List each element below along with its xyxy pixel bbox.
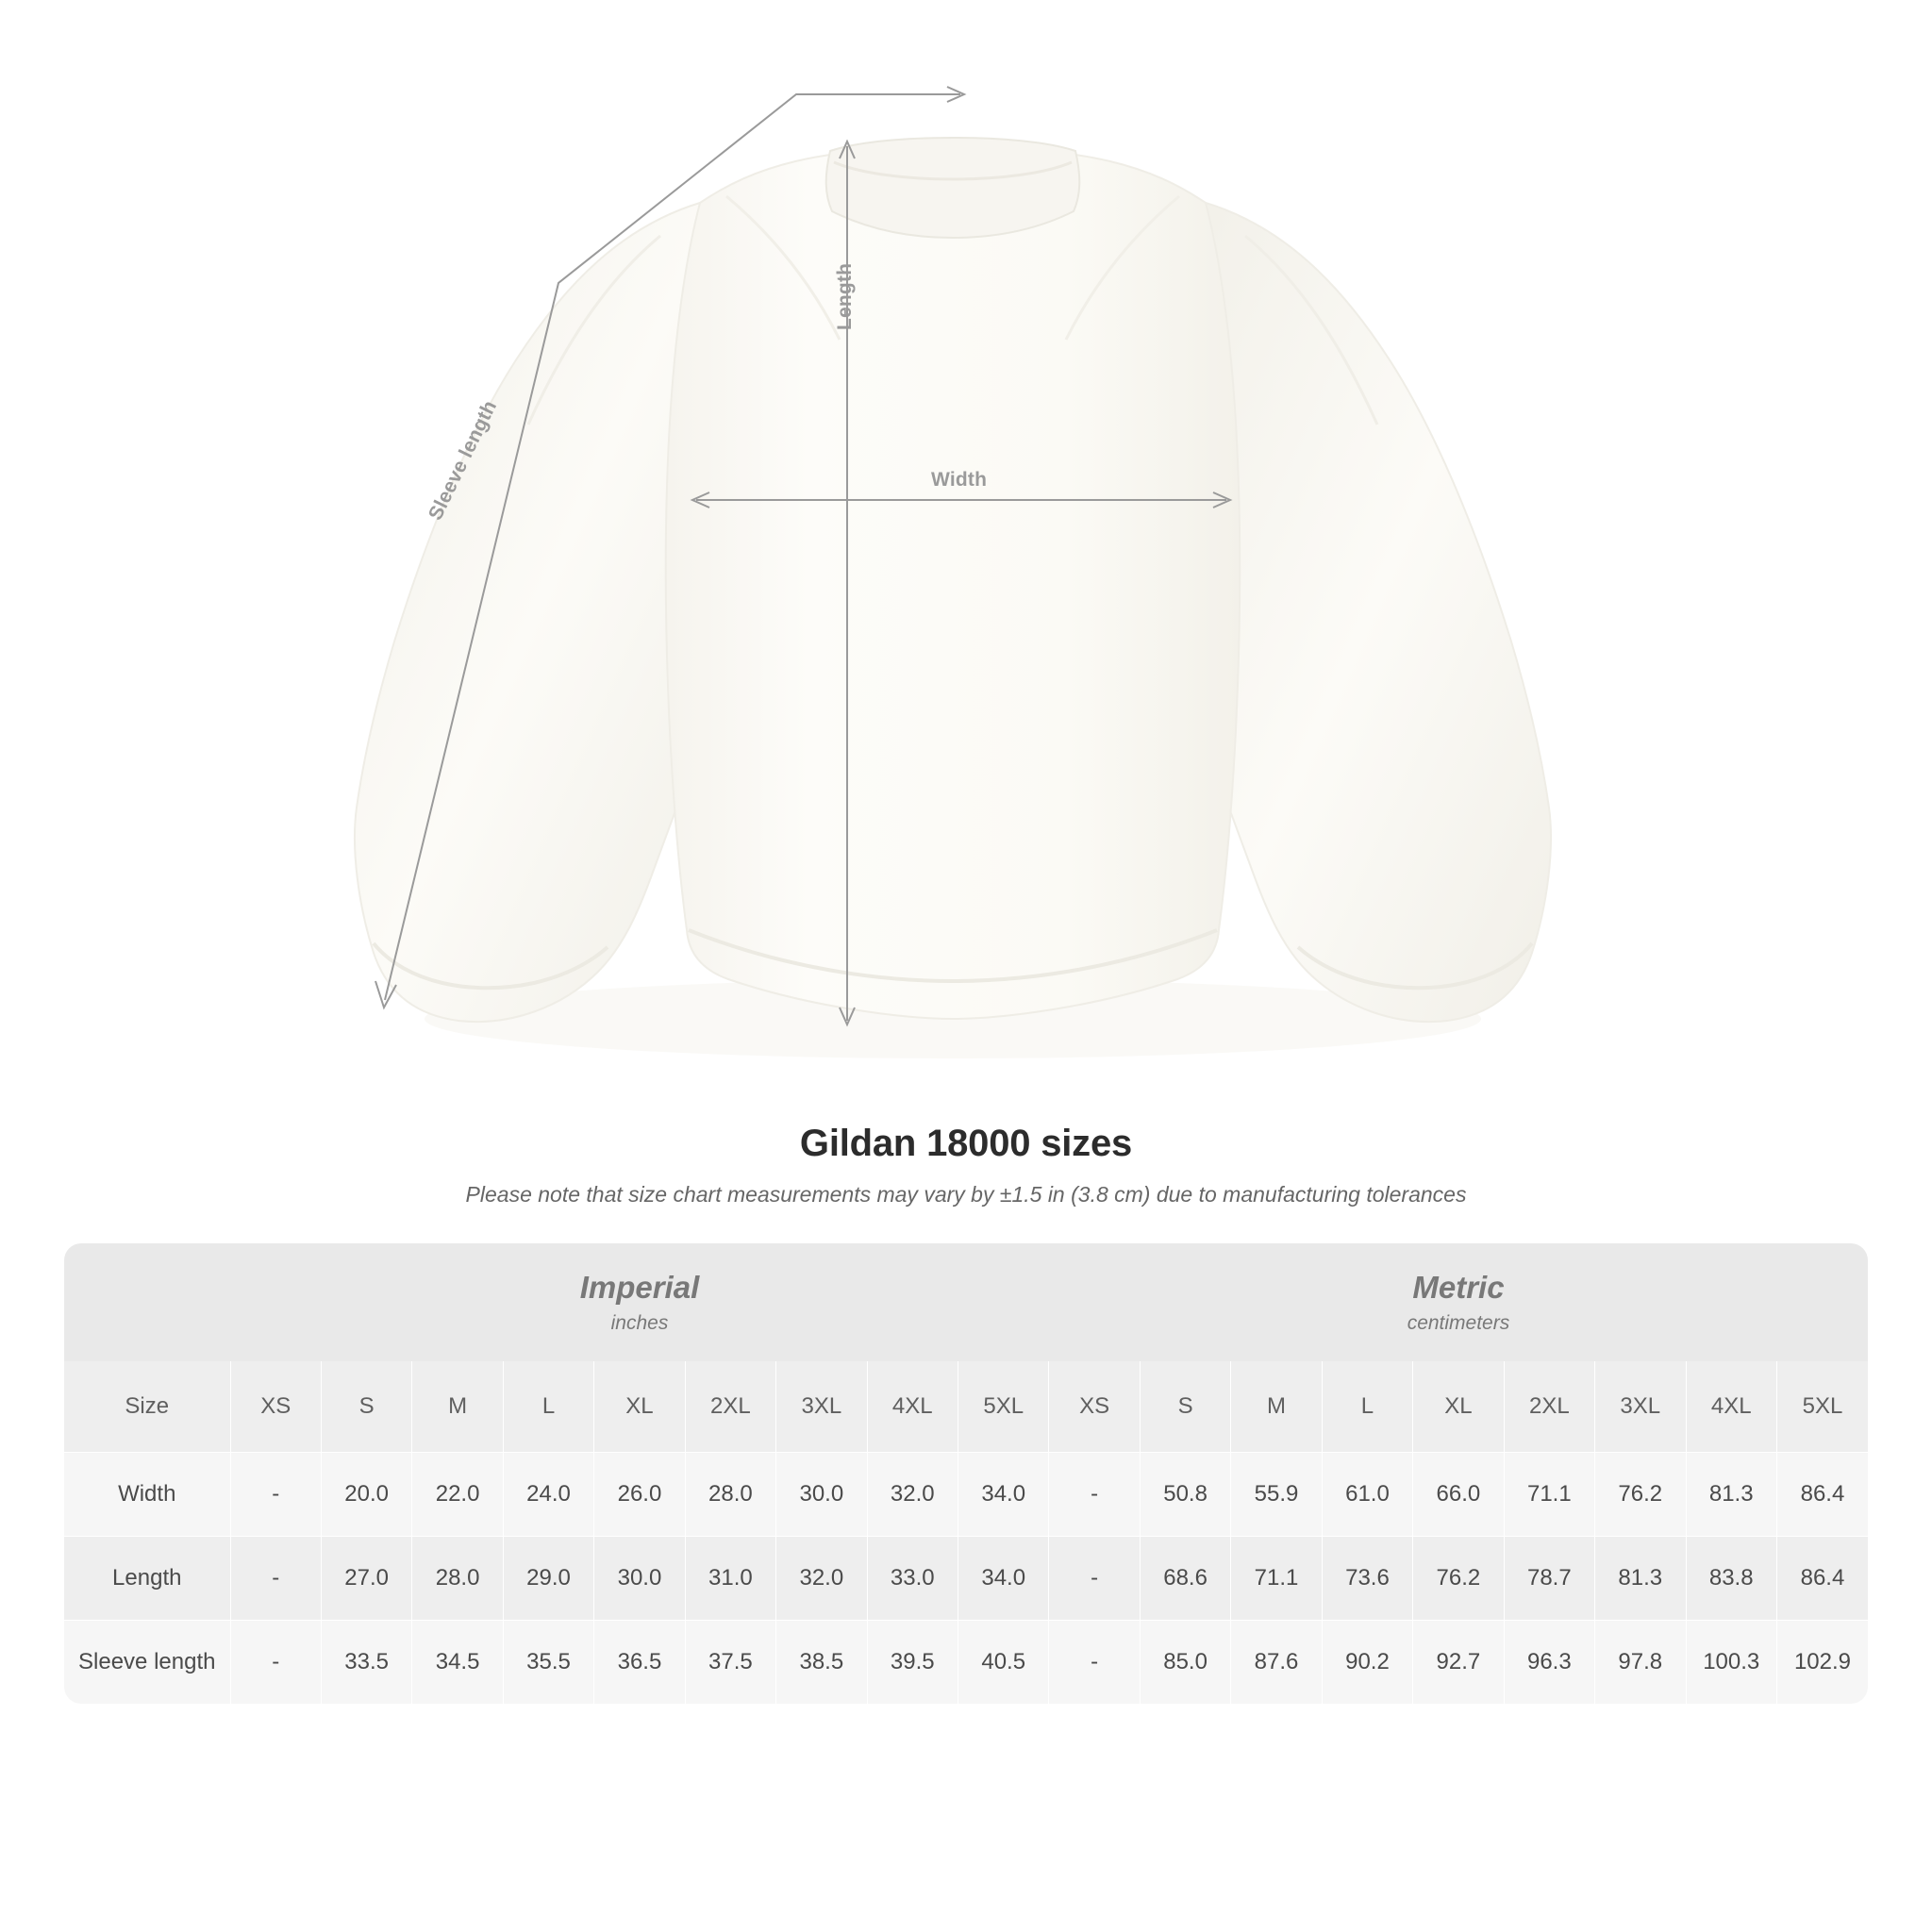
unit-metric-title: Metric: [1412, 1270, 1505, 1305]
table-cell: 34.5: [412, 1621, 503, 1705]
table-cell: 29.0: [503, 1537, 593, 1621]
table-cell: 85.0: [1140, 1621, 1230, 1705]
size-header-cell: 5XL: [1776, 1361, 1868, 1453]
size-header-cell: S: [1140, 1361, 1230, 1453]
table-cell: 86.4: [1776, 1453, 1868, 1537]
size-header-cell: 4XL: [867, 1361, 958, 1453]
size-header-cell: XS: [1049, 1361, 1140, 1453]
size-header-cell: L: [503, 1361, 593, 1453]
table-cell: 90.2: [1322, 1621, 1412, 1705]
table-cell: 73.6: [1322, 1537, 1412, 1621]
size-header-cell: S: [321, 1361, 411, 1453]
table-cell: 24.0: [503, 1453, 593, 1537]
size-header-cell: 4XL: [1686, 1361, 1776, 1453]
table-cell: 81.3: [1595, 1537, 1686, 1621]
table-cell: 28.0: [412, 1537, 503, 1621]
size-header-cell: 3XL: [776, 1361, 867, 1453]
table-cell: 71.1: [1231, 1537, 1322, 1621]
table-cell: 30.0: [594, 1537, 685, 1621]
table-cell: 50.8: [1140, 1453, 1230, 1537]
table-cell: -: [1049, 1453, 1140, 1537]
tolerance-note: Please note that size chart measurements may vary by ±1.5 in (3.8 cm) due to manufacturing tolerances: [465, 1182, 1467, 1207]
size-header-cell: XL: [594, 1361, 685, 1453]
table-cell: 102.9: [1776, 1621, 1868, 1705]
table-cell: 68.6: [1140, 1537, 1230, 1621]
unit-metric-cell: [1049, 1243, 1868, 1361]
table-cell: -: [1049, 1537, 1140, 1621]
table-cell: 31.0: [685, 1537, 775, 1621]
table-cell: -: [230, 1453, 321, 1537]
table-cell: 39.5: [867, 1621, 958, 1705]
table-cell: 86.4: [1776, 1537, 1868, 1621]
table-cell: 36.5: [594, 1621, 685, 1705]
table-cell: -: [230, 1537, 321, 1621]
size-header-cell: M: [412, 1361, 503, 1453]
table-cell: 76.2: [1413, 1537, 1504, 1621]
size-header-cell: 2XL: [1504, 1361, 1594, 1453]
table-cell: -: [1049, 1621, 1140, 1705]
table-cell: 71.1: [1504, 1453, 1594, 1537]
table-cell: 35.5: [503, 1621, 593, 1705]
table-cell: 22.0: [412, 1453, 503, 1537]
table-cell: 34.0: [958, 1453, 1049, 1537]
table-cell: 92.7: [1413, 1621, 1504, 1705]
table-cell: 81.3: [1686, 1453, 1776, 1537]
table-row: [64, 1537, 1868, 1621]
table-cell: 78.7: [1504, 1537, 1594, 1621]
table-cell: 87.6: [1231, 1621, 1322, 1705]
unit-metric-sub: centimeters: [1407, 1312, 1510, 1335]
unit-imperial-title: Imperial: [579, 1270, 700, 1305]
table-row: [64, 1453, 1868, 1537]
row-label: Length: [64, 1537, 230, 1621]
table-cell: 32.0: [776, 1537, 867, 1621]
title-block: [0, 1123, 1932, 1208]
table-row: [64, 1621, 1868, 1705]
row-label: Width: [64, 1453, 230, 1537]
size-header-cell: XL: [1413, 1361, 1504, 1453]
size-header-cell: M: [1231, 1361, 1322, 1453]
sleeve-length-dimension-label: Sleeve length: [425, 396, 502, 525]
size-header-cell: 5XL: [958, 1361, 1049, 1453]
size-header-label: Size: [64, 1361, 230, 1453]
size-header-cell: 3XL: [1595, 1361, 1686, 1453]
size-header-cell: XS: [230, 1361, 321, 1453]
table-cell: 20.0: [321, 1453, 411, 1537]
table-cell: 66.0: [1413, 1453, 1504, 1537]
table-cell: 38.5: [776, 1621, 867, 1705]
length-dimension-label: Length: [834, 262, 856, 330]
unit-imperial-sub: inches: [610, 1312, 669, 1335]
size-header-cell: 2XL: [685, 1361, 775, 1453]
width-dimension-label: Width: [931, 469, 988, 491]
page-title: Gildan 18000 sizes: [799, 1123, 1133, 1164]
table-cell: 100.3: [1686, 1621, 1776, 1705]
unit-header-row: [64, 1243, 1868, 1361]
table-cell: 34.0: [958, 1537, 1049, 1621]
table-cell: 76.2: [1595, 1453, 1686, 1537]
unit-imperial-cell: [230, 1243, 1049, 1361]
table-cell: -: [230, 1621, 321, 1705]
table-cell: 30.0: [776, 1453, 867, 1537]
table-cell: 26.0: [594, 1453, 685, 1537]
table-cell: 61.0: [1322, 1453, 1412, 1537]
table-cell: 32.0: [867, 1453, 958, 1537]
row-label: Sleeve length: [64, 1621, 230, 1705]
size-header-cell: L: [1322, 1361, 1412, 1453]
size-header-row: [64, 1361, 1868, 1453]
table-cell: 83.8: [1686, 1537, 1776, 1621]
table-cell: 97.8: [1595, 1621, 1686, 1705]
table-cell: 33.0: [867, 1537, 958, 1621]
table-cell: 27.0: [321, 1537, 411, 1621]
table-cell: 37.5: [685, 1621, 775, 1705]
table-cell: 96.3: [1504, 1621, 1594, 1705]
table-cell: 33.5: [321, 1621, 411, 1705]
size-table: [64, 1243, 1868, 1704]
unit-spacer-cell: [64, 1243, 230, 1361]
table-cell: 55.9: [1231, 1453, 1322, 1537]
table-cell: 40.5: [958, 1621, 1049, 1705]
size-table-container: [64, 1243, 1868, 1704]
table-cell: 28.0: [685, 1453, 775, 1537]
